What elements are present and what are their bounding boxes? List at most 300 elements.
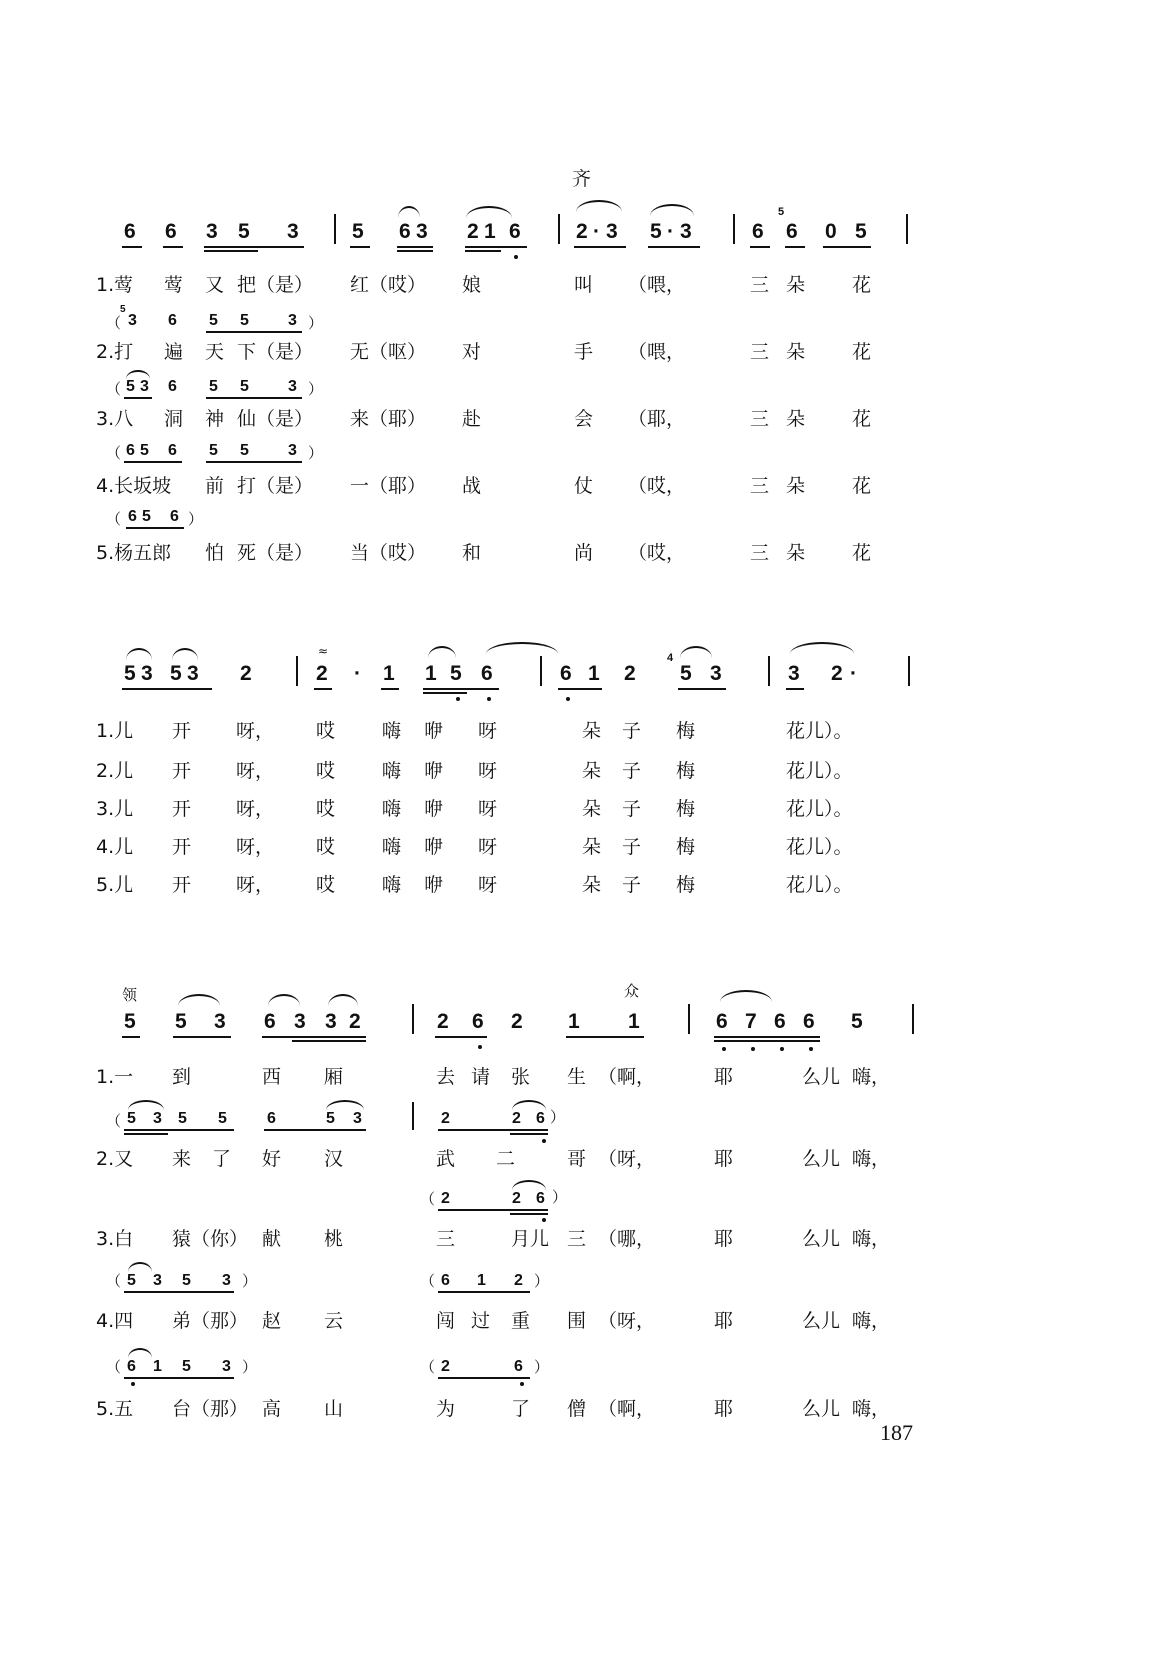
lyric-word: 1.儿 [96, 720, 134, 742]
low-octave-dot [514, 255, 518, 259]
note: 6 [560, 662, 572, 685]
lyric-word: 战 [462, 475, 482, 497]
barline [906, 214, 908, 244]
lyric-word: 哥 [567, 1148, 587, 1170]
underline [124, 1133, 168, 1135]
low-octave-dot [722, 1047, 726, 1051]
note: 5 [450, 662, 462, 685]
slur [128, 1348, 152, 1358]
underline [397, 246, 433, 248]
note: 5 [218, 1110, 227, 1127]
note: 3 [325, 1010, 337, 1033]
note: · [850, 662, 857, 685]
barline [412, 1102, 414, 1130]
lyric-word: 1.莺 [96, 274, 134, 296]
lyric-word: 花 [852, 341, 872, 363]
underline [122, 688, 212, 690]
note: 2 [441, 1358, 450, 1375]
underline [122, 246, 142, 248]
note: 0 [825, 220, 837, 243]
lyric-word: 哎 [316, 874, 336, 896]
barline [334, 214, 336, 244]
note: 3 [153, 1110, 162, 1127]
lyric-word: 3.白 [96, 1228, 134, 1250]
slur [576, 200, 622, 212]
lyric-word: 月儿 [511, 1228, 550, 1250]
lyric-word: 会 [574, 408, 594, 430]
note: 5 [851, 1010, 863, 1033]
underline [438, 1209, 548, 1211]
lyric-word: 梅 [676, 798, 696, 820]
note: 6 [168, 442, 177, 459]
note: 2 [441, 1110, 450, 1127]
paren: ） [308, 314, 324, 332]
lyric-word: 高 [262, 1398, 282, 1420]
lyric-word: 为 [436, 1398, 456, 1420]
lyric-word: 三 [750, 542, 770, 564]
note: 5 [170, 662, 182, 685]
note: 5 [326, 1110, 335, 1127]
underline [292, 1040, 366, 1042]
barline [540, 656, 542, 686]
lyric-word: 嗨， [852, 1066, 891, 1088]
underline [823, 246, 871, 248]
lyric-word: 朵 [582, 836, 602, 858]
lyric-word: 三 [750, 408, 770, 430]
underline [163, 246, 183, 248]
lyric-word: 咿 [424, 720, 444, 742]
lyric-word: 神 [205, 408, 225, 430]
underline [558, 688, 602, 690]
lyric-word: 梅 [676, 874, 696, 896]
paren: （ [106, 1112, 122, 1130]
paren: （ [106, 380, 122, 398]
note: 6 [399, 220, 411, 243]
lyric-word: 洞 [164, 408, 184, 430]
page-number: 187 [880, 1420, 913, 1445]
lyric-word: 僧 [567, 1398, 587, 1420]
note: 3 [606, 220, 618, 243]
lyric-word: 生 [567, 1066, 587, 1088]
note: 6 [716, 1010, 728, 1033]
underline [435, 1036, 487, 1038]
note: 3 [187, 662, 199, 685]
lyric-word: 手 [574, 341, 594, 363]
lyric-word: 赴 [462, 408, 482, 430]
underline [397, 250, 433, 252]
lyric-word: （呀， [598, 1148, 656, 1170]
underline [206, 461, 302, 463]
note: 1 [153, 1358, 162, 1375]
note: 6 [536, 1110, 545, 1127]
note: 3 [287, 220, 299, 243]
note: 1 [477, 1272, 486, 1289]
note: 5 [124, 1010, 136, 1033]
paren: ） [534, 1358, 550, 1376]
lyric-word: 朵 [582, 874, 602, 896]
lyric-word: 朵 [582, 760, 602, 782]
underline [264, 1129, 366, 1131]
note: 3 [416, 220, 428, 243]
lyric-word: 云 [324, 1310, 344, 1332]
lyric-word: 子 [622, 760, 642, 782]
slur [128, 1262, 152, 1272]
lyric-word: 开 [172, 798, 192, 820]
lyric-word: 花 [852, 274, 872, 296]
underline [350, 246, 370, 248]
lyric-word: 5.杨五郎 [96, 542, 172, 564]
slur [398, 206, 420, 218]
grace-note: 5 [120, 304, 126, 315]
underline [122, 1036, 140, 1038]
slur [328, 994, 358, 1006]
note: 6 [536, 1190, 545, 1207]
note: 6 [126, 442, 135, 459]
tremolo-mark: ≈ [318, 644, 329, 658]
underline [124, 1291, 234, 1293]
note: 1 [425, 662, 437, 685]
low-octave-dot [542, 1218, 546, 1222]
lyric-word: 5.五 [96, 1398, 134, 1420]
underline [574, 246, 626, 248]
lyric-word: 朵 [582, 720, 602, 742]
underline [566, 1036, 644, 1038]
underline [124, 1129, 234, 1131]
lyric-word: 哎 [316, 836, 336, 858]
lyric-word: 花儿）。 [786, 760, 853, 782]
lyric-word: 一（耶） [350, 475, 427, 497]
slur [178, 994, 220, 1006]
underline [510, 1133, 548, 1135]
note: 3 [141, 662, 153, 685]
lyric-word: 么儿 [802, 1228, 841, 1250]
lyric-word: 莺 [164, 274, 184, 296]
lyric-word: 又 [205, 274, 225, 296]
barline [296, 656, 298, 686]
lyric-word: 西 [262, 1066, 282, 1088]
lyric-word: 尚 [574, 542, 594, 564]
lyric-word: 咿 [424, 836, 444, 858]
lyric-word: 花儿）。 [786, 720, 853, 742]
note: 2 [511, 1010, 523, 1033]
note: 6 [752, 220, 764, 243]
lyric-word: 朵 [786, 341, 806, 363]
note: 3 [288, 442, 297, 459]
note: 5 [127, 1110, 136, 1127]
underline [262, 1036, 366, 1038]
lyric-word: 了 [212, 1148, 232, 1170]
lyric-word: 呀 [478, 836, 498, 858]
note: 5 [240, 378, 249, 395]
low-octave-dot [520, 1382, 524, 1386]
barline [768, 656, 770, 686]
note: 6 [267, 1110, 276, 1127]
lyric-word: 1.一 [96, 1066, 134, 1088]
paren: ） [552, 1188, 568, 1206]
paren: （ [106, 1358, 122, 1376]
note: 2 [624, 662, 636, 685]
lyric-word: 红（哎） [350, 274, 427, 296]
note: 6 [774, 1010, 786, 1033]
lyric-word: 子 [622, 720, 642, 742]
underline [438, 1129, 548, 1131]
underline [786, 688, 804, 690]
underline [173, 1036, 231, 1038]
label-ling: 领 [122, 986, 138, 1004]
underline [423, 692, 467, 694]
underline [124, 397, 152, 399]
lyric-word: 重 [511, 1310, 531, 1332]
low-octave-dot [487, 697, 491, 701]
lyric-word: 开 [172, 874, 192, 896]
lyric-word: 三 [750, 341, 770, 363]
low-octave-dot [542, 1139, 546, 1143]
slur [326, 1100, 364, 1110]
note: 3 [710, 662, 722, 685]
lyric-word: 叫 [574, 274, 594, 296]
lyric-word: 耶 [714, 1228, 734, 1250]
lyric-word: （呀， [598, 1310, 656, 1332]
lyric-word: 2.又 [96, 1148, 134, 1170]
lyric-word: 呀， [236, 720, 275, 742]
note: 5 [240, 312, 249, 329]
note: 5 [182, 1358, 191, 1375]
underline [438, 1377, 530, 1379]
note: 5 [650, 220, 662, 243]
paren: （ [106, 314, 122, 332]
note: 5 [352, 220, 364, 243]
lyric-word: 朵 [786, 542, 806, 564]
underline [510, 1213, 548, 1215]
slur [486, 642, 558, 654]
lyric-word: 花儿）。 [786, 836, 853, 858]
lyric-word: 山 [324, 1398, 344, 1420]
slur [512, 1180, 546, 1190]
lyric-word: 台（那） [172, 1398, 249, 1420]
lyric-word: 开 [172, 720, 192, 742]
note: 5 [175, 1010, 187, 1033]
barline [558, 214, 560, 244]
lyric-word: （哎， [628, 475, 686, 497]
note: 6 [803, 1010, 815, 1033]
lyric-word: 来 [172, 1148, 192, 1170]
slur [680, 646, 712, 658]
note: 2 [831, 662, 843, 685]
note: 5 [209, 312, 218, 329]
lyric-word: 花 [852, 475, 872, 497]
low-octave-dot [780, 1047, 784, 1051]
lyric-word: 呀 [478, 874, 498, 896]
lyric-word: 嗨， [852, 1228, 891, 1250]
underline [126, 527, 184, 529]
lyric-word: 朵 [786, 274, 806, 296]
lyric-word: 嗨 [382, 760, 402, 782]
note: 5 [209, 378, 218, 395]
lyric-word: 5.儿 [96, 874, 134, 896]
lyric-word: 嗨， [852, 1310, 891, 1332]
lyric-word: 打（是） [237, 475, 314, 497]
note: 6 [509, 220, 521, 243]
note: 1 [383, 662, 395, 685]
lyric-word: 么儿 [802, 1066, 841, 1088]
note: 5 [855, 220, 867, 243]
underline [465, 250, 501, 252]
underline [206, 331, 302, 333]
lyric-word: 对 [462, 341, 482, 363]
lyric-word: 耶 [714, 1066, 734, 1088]
lyric-word: 子 [622, 874, 642, 896]
lyric-word: 弟（那） [172, 1310, 249, 1332]
paren: ） [242, 1272, 258, 1290]
slur [512, 1100, 546, 1110]
note: 5 [238, 220, 250, 243]
note: 3 [294, 1010, 306, 1033]
slur [128, 1100, 164, 1110]
note: 1 [628, 1010, 640, 1033]
lyric-word: 过 [471, 1310, 491, 1332]
lyric-word: 前 [205, 475, 225, 497]
underline [465, 246, 527, 248]
note: 3 [214, 1010, 226, 1033]
barline [733, 214, 735, 244]
note: 2 [441, 1190, 450, 1207]
note: 3 [353, 1110, 362, 1127]
lyric-word: 天 [205, 341, 225, 363]
note: 6 [514, 1358, 523, 1375]
lyric-word: 呀 [478, 760, 498, 782]
note: 6 [128, 508, 137, 525]
low-octave-dot [478, 1045, 482, 1049]
lyric-word: 到 [172, 1066, 192, 1088]
note: 6 [441, 1272, 450, 1289]
slur [126, 370, 150, 379]
lyric-word: 4.儿 [96, 836, 134, 858]
underline [204, 250, 258, 252]
paren: （ [420, 1358, 436, 1376]
note: 5 [140, 442, 149, 459]
note: 5 [127, 1272, 136, 1289]
lyric-word: 哎 [316, 760, 336, 782]
note: 2 [514, 1272, 523, 1289]
underline [423, 688, 499, 690]
lyric-word: 梅 [676, 836, 696, 858]
lyric-word: 张 [511, 1066, 531, 1088]
lyric-word: 2.打 [96, 341, 134, 363]
lyric-word: 把（是） [237, 274, 314, 296]
note: 3 [206, 220, 218, 243]
lyric-word: 当（哎） [350, 542, 427, 564]
slur [428, 646, 456, 658]
lyric-word: 献 [262, 1228, 282, 1250]
lyric-word: 下（是） [237, 341, 314, 363]
underline [750, 246, 770, 248]
lyric-word: （喂， [628, 341, 686, 363]
lyric-word: 嗨， [852, 1148, 891, 1170]
note: 3 [222, 1272, 231, 1289]
lyric-word: 遍 [164, 341, 184, 363]
note: 6 [786, 220, 798, 243]
lyric-word: 三 [750, 274, 770, 296]
note: 3 [222, 1358, 231, 1375]
lyric-word: 咿 [424, 874, 444, 896]
low-octave-dot [751, 1047, 755, 1051]
lyric-word: 3.儿 [96, 798, 134, 820]
note: 6 [170, 508, 179, 525]
note: 5 [126, 378, 135, 395]
note: 6 [168, 312, 177, 329]
note: 6 [124, 220, 136, 243]
underline [204, 246, 304, 248]
lyric-word: 开 [172, 760, 192, 782]
underline [714, 1040, 820, 1042]
note: 3 [140, 378, 149, 395]
lyric-word: 呀， [236, 836, 275, 858]
note: 6 [264, 1010, 276, 1033]
note: 6 [168, 378, 177, 395]
slur [720, 990, 772, 1002]
paren: （ [106, 510, 122, 528]
paren: ） [308, 380, 324, 398]
grace-note: 5 [778, 206, 785, 218]
lyric-word: 猿（你） [172, 1228, 249, 1250]
note: 2 [316, 662, 328, 685]
note: 3 [128, 312, 137, 329]
lyric-word: 么儿 [802, 1398, 841, 1420]
lyric-word: 请 [471, 1066, 491, 1088]
lyric-word: 了 [511, 1398, 531, 1420]
lyric-word: 和 [462, 542, 482, 564]
note: 5 [142, 508, 151, 525]
note: · [593, 220, 600, 243]
slur [172, 648, 198, 660]
note: 7 [745, 1010, 757, 1033]
note: 5 [209, 442, 218, 459]
lyric-word: 好 [262, 1148, 282, 1170]
lyric-word: （喂， [628, 274, 686, 296]
paren: ） [308, 444, 324, 462]
lyric-word: 朵 [582, 798, 602, 820]
paren: （ [106, 444, 122, 462]
lyric-word: 子 [622, 836, 642, 858]
lyric-word: 二 [496, 1148, 516, 1170]
lyric-word: 怕 [205, 542, 225, 564]
lyric-word: 嗨 [382, 798, 402, 820]
lyric-word: 梅 [676, 720, 696, 742]
lyric-word: 厢 [324, 1066, 344, 1088]
lyric-word: 嗨 [382, 836, 402, 858]
lyric-word: 么儿 [802, 1148, 841, 1170]
lyric-word: 朵 [786, 475, 806, 497]
underline [381, 688, 399, 690]
lyric-word: 梅 [676, 760, 696, 782]
lyric-word: 花 [852, 408, 872, 430]
lyric-word: 咿 [424, 798, 444, 820]
slur [790, 642, 854, 654]
slur [466, 206, 512, 218]
note: 2 [576, 220, 588, 243]
note: 6 [127, 1358, 136, 1375]
slur [650, 204, 694, 216]
note: · [667, 220, 674, 243]
lyric-word: 嗨， [852, 1398, 891, 1420]
lyric-word: 2.儿 [96, 760, 134, 782]
note: 5 [178, 1110, 187, 1127]
lyric-word: 呀 [478, 720, 498, 742]
barline [688, 1004, 690, 1034]
note: 6 [165, 220, 177, 243]
paren: ） [534, 1272, 550, 1290]
note: 2 [467, 220, 479, 243]
